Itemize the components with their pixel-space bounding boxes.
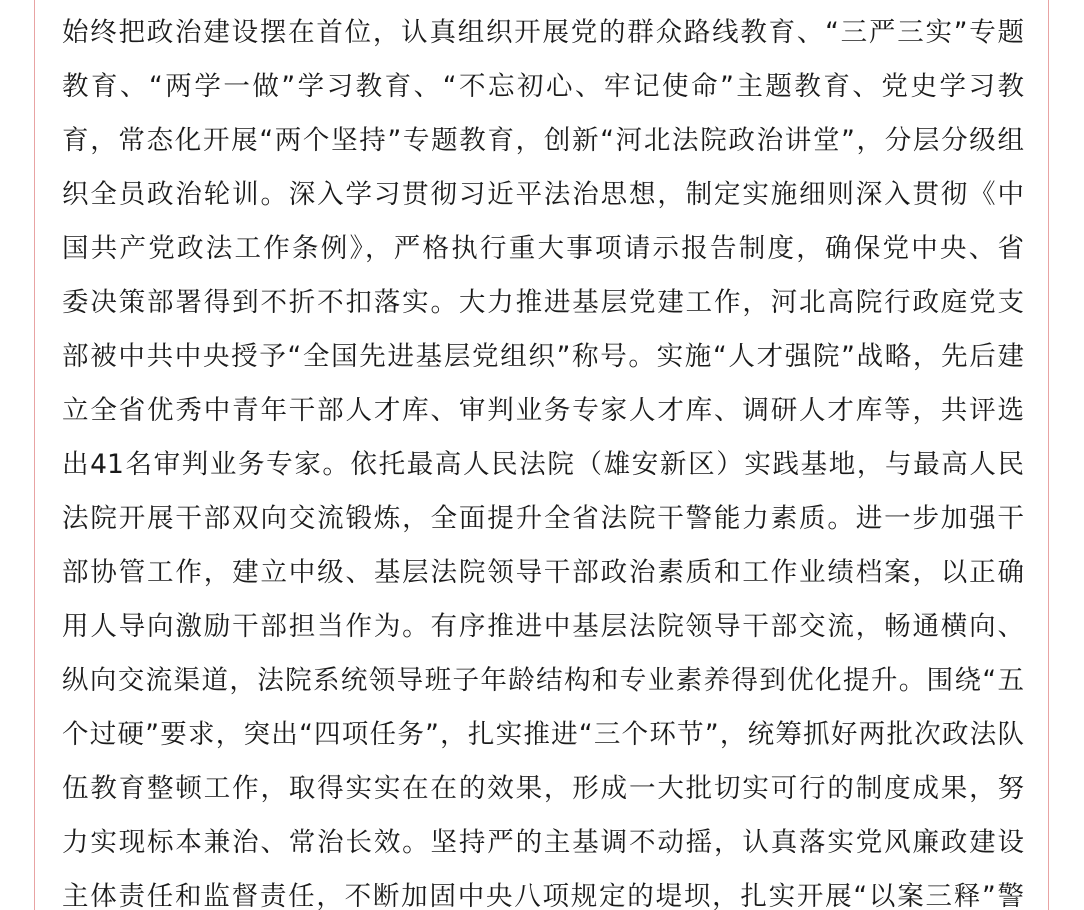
- text-line-9: 出41名审判业务专家。依托最高人民法院（雄安新区）实践基地，与最高人民: [62, 449, 1024, 480]
- text-line-17: 主体责任和监督责任，不断加固中央八项规定的堤坝，扎实开展“以案三释”警: [62, 881, 1024, 910]
- text-line-11: 部协管工作，建立中级、基层法院领导干部政治素质和工作业绩档案，以正确: [62, 557, 1024, 588]
- text-line-8: 立全省优秀中青年干部人才库、审判业务专家人才库、调研人才库等，共评选: [62, 395, 1024, 426]
- text-line-15: 伍教育整顿工作，取得实实在在的效果，形成一大批切实可行的制度成果，努: [62, 773, 1024, 804]
- article-body: [62, 6, 1024, 910]
- right-margin-rule: [1048, 0, 1049, 910]
- text-line-2: 教育、“两学一做”学习教育、“不忘初心、牢记使命”主题教育、党史学习教: [62, 71, 1024, 102]
- text-line-4: 织全员政治轮训。深入学习贯彻习近平法治思想，制定实施细则深入贯彻《中: [62, 179, 1024, 210]
- text-line-6: 委决策部署得到不折不扣落实。大力推进基层党建工作，河北高院行政庭党支: [62, 287, 1024, 318]
- text-line-14: 个过硬”要求，突出“四项任务”，扎实推进“三个环节”，统筹抓好两批次政法队: [62, 719, 1024, 750]
- text-line-1: 始终把政治建设摆在首位，认真组织开展党的群众路线教育、“三严三实”专题: [62, 17, 1024, 48]
- text-line-5: 国共产党政法工作条例》，严格执行重大事项请示报告制度，确保党中央、省: [62, 233, 1024, 264]
- text-line-3: 育，常态化开展“两个坚持”专题教育，创新“河北法院政治讲堂”，分层分级组: [62, 125, 1024, 156]
- text-line-13: 纵向交流渠道，法院系统领导班子年龄结构和专业素养得到优化提升。围绕“五: [62, 665, 1024, 696]
- text-line-10: 法院开展干部双向交流锻炼，全面提升全省法院干警能力素质。进一步加强干: [62, 503, 1024, 534]
- text-line-16: 力实现标本兼治、常治长效。坚持严的主基调不动摇，认真落实党风廉政建设: [62, 827, 1024, 858]
- left-margin-rule: [34, 0, 35, 910]
- text-line-12: 用人导向激励干部担当作为。有序推进中基层法院领导干部交流，畅通横向、: [62, 611, 1024, 642]
- text-line-7: 部被中共中央授予“全国先进基层党组织”称号。实施“人才强院”战略，先后建: [62, 341, 1024, 372]
